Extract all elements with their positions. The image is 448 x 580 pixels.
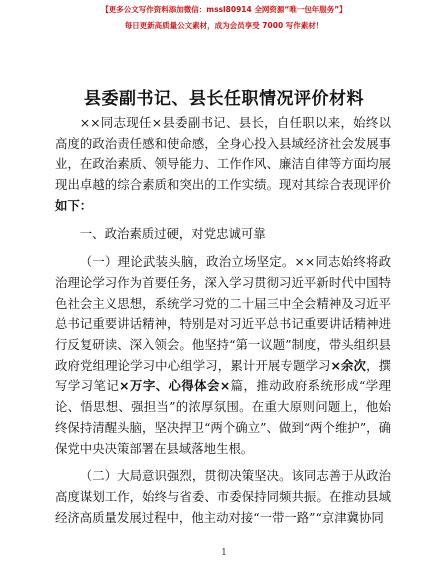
promo-line-1: 【更多公文写作资料添加微信：mssl80914 全网资源“唯一包年服务”】	[101, 5, 347, 14]
page-number: 1	[221, 548, 227, 558]
paragraph-theory-study	[55, 252, 391, 459]
intro-text: ××同志现任×县委副书记、县长，自任职以来，始终以高度的政治责任感和使命感，全身心投入县域经济社会发展事业，在政治素质、领导能力、工作作风、廉洁自律等方面均展现出卓越的综合素质和突出的工作实绩。现对其综合表现评价	[55, 115, 391, 193]
promo-line-2: 每日更新高质量公文素材，成为会员享受 7000 写作素材！	[124, 21, 324, 30]
paragraph-overall-awareness: （二）大局意识强烈，贯彻决策坚决。该同志善于从政治高度谋划工作，始终与省委、市委保持同频共振。在推动县域经济高质量发展过程中，他主动对接“一带一路”“京津冀协同	[55, 468, 391, 525]
para1-text-b: ，撰写学习笔记	[55, 357, 391, 394]
section-heading-1: 一、政治素质过硬，对党忠诚可靠	[79, 225, 266, 241]
para1-bold-a: ×余次	[330, 357, 367, 373]
para1-bold-b: ×万字、心得体会×	[119, 378, 231, 394]
para1-text-a: （一）理论武装头脑，政治立场坚定。××同志始终将政治理论学习作为首要任务，深入学习贯彻习近平新时代中国特色社会主义思想，系统学习党的二十届三中全会精神及习近平总书记重要讲话精神，特别是对习近平总书记重要讲话精神进行反复研读、深入领会。他坚持“第一议题”制度，带头组织县政府党组理论学习中心组学习，累计开展专题学习	[55, 254, 391, 373]
intro-paragraph	[55, 113, 391, 217]
para1-text-c: 篇，推动政府系统形成“学理论、悟思想、强担当”的浓厚氛围。在重大原则问题上，他始终保持清醒头脑，坚决捍卫“两个确立”、做到“两个维护”，确保党中央决策部署在县域落地生根。	[55, 378, 391, 456]
document-body	[55, 113, 391, 535]
intro-bold-end: 如下：	[55, 197, 93, 213]
document-title: 县委副书记、县长任职情况评价材料	[84, 89, 364, 109]
promo-banner	[0, 2, 448, 34]
